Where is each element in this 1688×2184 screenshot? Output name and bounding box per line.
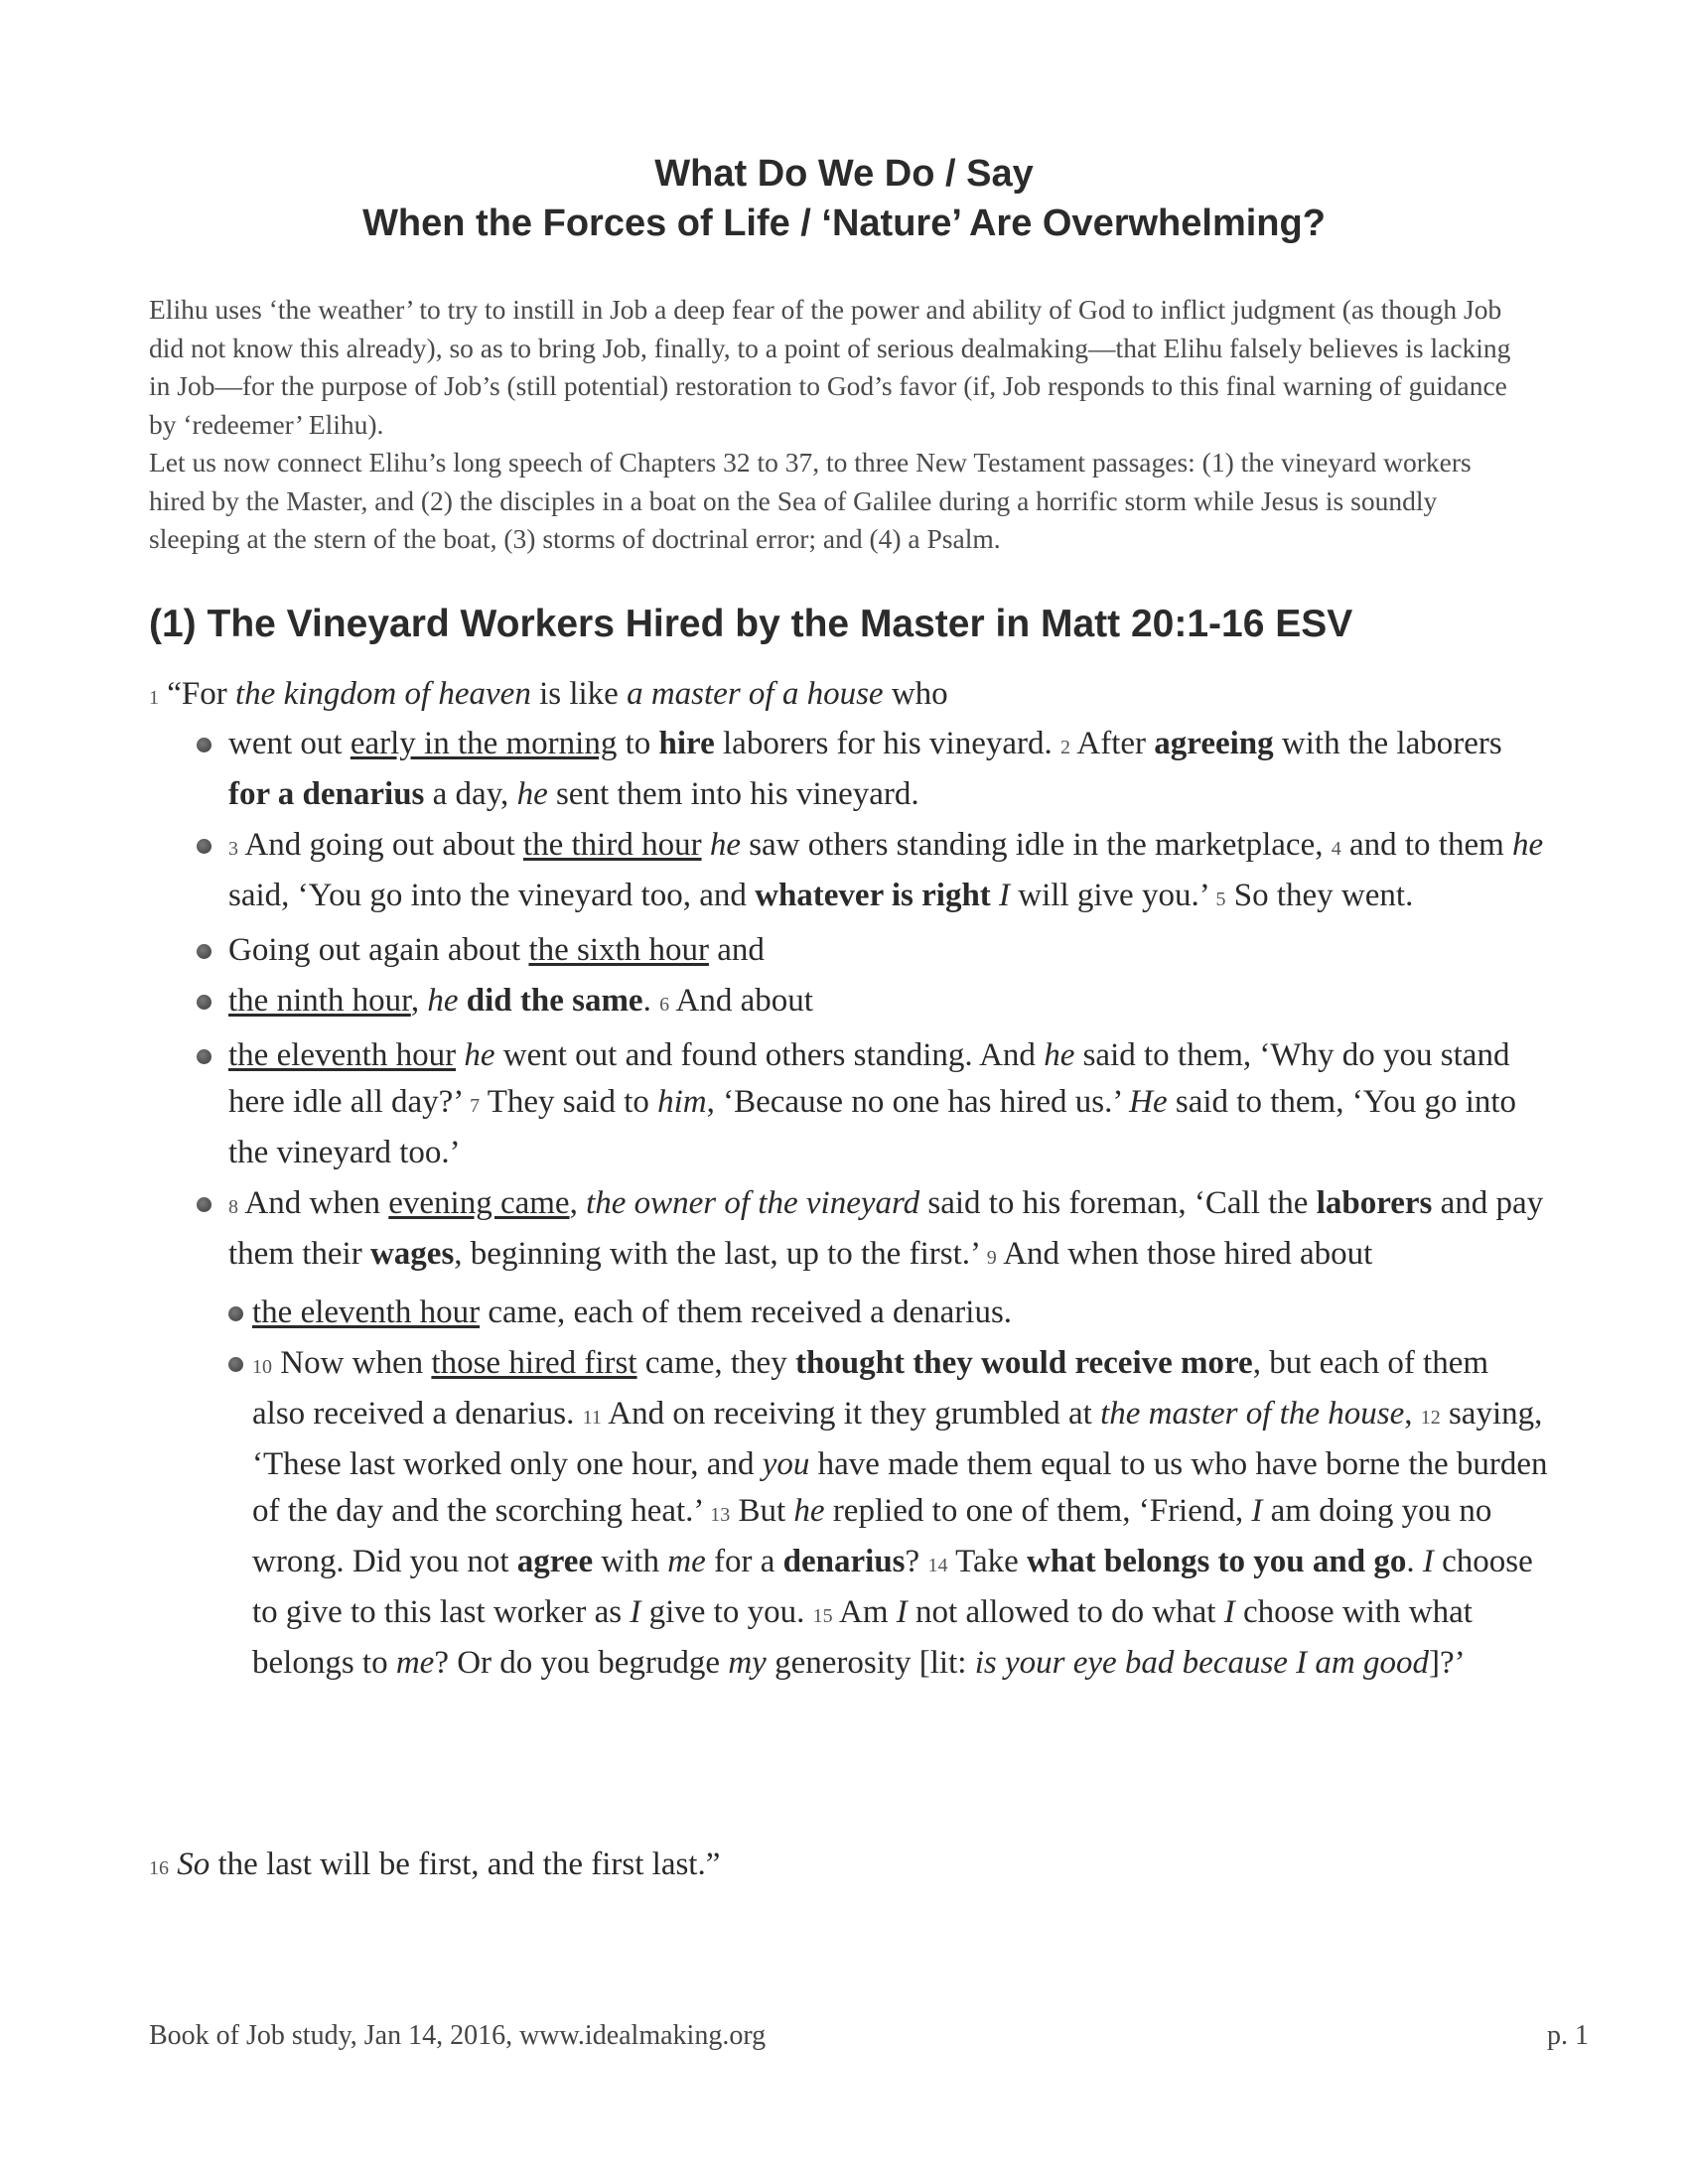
text: sent them into his vineyard. [547, 776, 919, 812]
italic-text: he [793, 1493, 825, 1529]
title-line-2: When the Forces of Life / ‘Nature’ Are Overwhelming? [362, 203, 1326, 244]
verse-number: 10 [252, 1356, 272, 1378]
text [702, 827, 710, 863]
text: generosity [lit: [766, 1645, 975, 1681]
text: Take [947, 1544, 1027, 1579]
text: said to them, ‘Why do you stand here idle all day?’ [228, 1037, 1510, 1120]
verse-number: 11 [582, 1407, 602, 1429]
verse-number: 1 [149, 687, 159, 709]
text: , [1404, 1396, 1421, 1432]
bold-text: wages [369, 1236, 455, 1272]
text: , beginning with the last, up to the first.’ [454, 1236, 987, 1272]
page-number: p. 1 [1547, 2020, 1589, 2051]
text: So they went. [1225, 878, 1414, 913]
list-item [228, 822, 1549, 923]
bullet-icon [197, 1197, 211, 1212]
bold-text: hire [658, 726, 715, 761]
text: a day, [424, 776, 517, 812]
text: to [617, 726, 659, 761]
bullet-icon [197, 1049, 211, 1064]
verse-number: 16 [149, 1857, 169, 1879]
text: and pay them their [228, 1185, 1544, 1272]
list-item [228, 1032, 1549, 1176]
underlined-text: evening came [388, 1185, 570, 1221]
text: , [410, 983, 428, 1019]
bullet-icon [197, 944, 211, 959]
verse-number: 15 [812, 1605, 833, 1627]
verse-number: 9 [986, 1247, 997, 1269]
italic-text: I [630, 1594, 641, 1630]
list-item [228, 927, 1549, 974]
text [458, 983, 466, 1019]
italic-text: the master of the house [1100, 1396, 1405, 1432]
text: with the laborers [1273, 726, 1502, 761]
text: have made them equal to us who have borne the burden of the day and the scorching heat.’ [252, 1446, 1548, 1529]
text: laborers for his vineyard. [714, 726, 1060, 761]
italic-text: the owner of the vineyard [586, 1185, 920, 1221]
list-item [228, 1180, 1549, 1687]
italic-text: he [516, 776, 548, 812]
text: replied to one of them, ‘Friend, [824, 1493, 1252, 1529]
text: said to his foreman, ‘Call the [919, 1185, 1317, 1221]
verse-number: 2 [1059, 737, 1070, 758]
italic-text: So [177, 1846, 211, 1882]
italic-text: him [657, 1084, 707, 1120]
text: give to you. [640, 1594, 813, 1630]
verse-number: 6 [659, 994, 670, 1016]
sub-list [252, 1290, 1549, 1687]
text: ? [905, 1544, 928, 1579]
italic-text: I [1251, 1493, 1263, 1529]
bullet-icon [197, 738, 211, 752]
text: choose with what belongs to [252, 1594, 1473, 1681]
intro-paragraph-2: Let us now connect Elihu’s long speech of Chapters 32 to 37, to three New Testament passages: (1) the vineyard workers hired by the Master, and (2) the disciples in a boat on the Sea of Galilee during a horrific storm while Jesus is soundly sleeping at the stern of the boat, (3) storms of doctrinal error; and (4) a Psalm. [149, 447, 1472, 554]
italic-text: I [1223, 1594, 1235, 1630]
text: And on receiving it they grumbled at [601, 1396, 1101, 1432]
text: said to them, ‘You go into the vineyard too.’ [228, 1084, 1517, 1170]
text: saw others standing idle in the marketplace, [740, 827, 1332, 863]
bold-text: did the same [466, 983, 643, 1019]
text: They said to [480, 1084, 658, 1120]
bold-text: agreeing [1154, 726, 1274, 761]
italic-text: is your eye bad because I am good [974, 1645, 1429, 1681]
italic-text: my [728, 1645, 767, 1681]
bold-text: what belongs to you and go [1027, 1544, 1407, 1579]
text: And going out about [238, 827, 523, 863]
verse-number: 3 [228, 838, 238, 860]
verse-text-italic: a master of a house [627, 676, 884, 712]
text: . [1406, 1544, 1423, 1579]
section-heading: (1) The Vineyard Workers Hired by the Master in Matt 20:1-16 ESV [149, 603, 1353, 645]
verse-number: 5 [1215, 888, 1226, 910]
bold-text: for a denarius [228, 776, 425, 812]
bullet-icon [197, 995, 211, 1010]
italic-text: you [762, 1446, 810, 1482]
italic-text: he [709, 827, 741, 863]
text: And about [669, 983, 813, 1019]
bullet-icon [228, 1306, 243, 1321]
text: and [708, 932, 765, 968]
underlined-text: early in the morning [350, 726, 618, 761]
text: and to them [1340, 827, 1513, 863]
footer-text: Book of Job study, Jan 14, 2016, www.idealmaking.org [149, 2020, 767, 2051]
underlined-text: the eleventh hour [252, 1295, 481, 1330]
title-line-1: What Do We Do / Say [654, 153, 1034, 195]
intro-text [149, 291, 1534, 559]
verse-text-italic: the kingdom of heaven [235, 676, 531, 712]
bullet-icon [197, 839, 211, 854]
bold-text: agree [516, 1544, 594, 1579]
sub-list-item [252, 1290, 1549, 1336]
italic-text: he [1044, 1037, 1075, 1073]
bullet-list [228, 721, 1549, 1691]
text: the last will be first, and the first last.” [210, 1846, 721, 1882]
italic-text: I [999, 878, 1011, 913]
bold-text: denarius [782, 1544, 906, 1579]
verse-number: 4 [1331, 838, 1341, 860]
text: After [1069, 726, 1155, 761]
italic-text: me [667, 1544, 706, 1579]
text: Now when [272, 1345, 432, 1381]
text: , but each of them also received a denarius. [252, 1345, 1489, 1432]
underlined-text: those hired first [431, 1345, 637, 1381]
text: came, each of them received a denarius. [480, 1295, 1013, 1330]
verse-text: “For [159, 676, 235, 712]
list-item [228, 978, 1549, 1028]
text: will give you.’ [1010, 878, 1216, 913]
italic-text: I [896, 1594, 908, 1630]
text [991, 878, 999, 913]
text: not allowed to do what [907, 1594, 1224, 1630]
text: went out and found others standing. And [494, 1037, 1045, 1073]
bullet-icon [228, 1357, 243, 1372]
verse-number: 8 [228, 1196, 238, 1218]
text: ]?’ [1429, 1645, 1466, 1681]
text: But [730, 1493, 794, 1529]
italic-text: I [1422, 1544, 1434, 1579]
text: And when those hired about [996, 1236, 1373, 1272]
text: saying, ‘These last worked only one hour, and [252, 1396, 1543, 1482]
verse-16 [149, 1842, 1539, 1892]
bold-text: whatever is right [755, 878, 991, 913]
text: , ‘Because no one has hired us.’ [706, 1084, 1130, 1120]
italic-text: he [427, 983, 459, 1019]
sub-list-item [252, 1340, 1549, 1687]
text: for a [705, 1544, 783, 1579]
italic-text: He [1129, 1084, 1168, 1120]
page-title [149, 149, 1539, 248]
text: , [569, 1185, 587, 1221]
text: ? Or do you begrudge [434, 1645, 729, 1681]
text: Going out again about [228, 932, 529, 968]
underlined-text: the ninth hour [228, 983, 411, 1019]
verse-number: 13 [710, 1504, 731, 1526]
text: And when [238, 1185, 389, 1221]
verse-number: 14 [927, 1555, 948, 1576]
underlined-text: the third hour [522, 827, 702, 863]
bold-text: thought they would receive more [794, 1345, 1253, 1381]
text: . [642, 983, 660, 1019]
text [169, 1846, 177, 1882]
text: went out [228, 726, 351, 761]
italic-text: me [395, 1645, 435, 1681]
verse-text: who [883, 676, 948, 712]
verse-number: 12 [1420, 1407, 1441, 1429]
verse-1 [149, 671, 1539, 722]
underlined-text: the sixth hour [528, 932, 709, 968]
list-item [228, 721, 1549, 818]
bold-text: laborers [1316, 1185, 1433, 1221]
text: with [593, 1544, 668, 1579]
text: am doing you no wrong. Did you not [252, 1493, 1492, 1579]
text: Am [832, 1594, 897, 1630]
text: choose to give to this last worker as [252, 1544, 1533, 1630]
verse-number: 7 [470, 1095, 481, 1117]
underlined-text: the eleventh hour [228, 1037, 457, 1073]
italic-text: he [1512, 827, 1544, 863]
verse-text: is like [530, 676, 628, 712]
italic-text: he [464, 1037, 495, 1073]
text: came, they [636, 1345, 795, 1381]
intro-paragraph-1: Elihu uses ‘the weather’ to try to instill in Job a deep fear of the power and ability of God to inflict judgment (as though Job did not know this already), so as to bring Job, finally, to a point of serious dealmaking—that Elihu falsely believes is lacking in Job—for the purpose of Job’s (still potential) restoration to God’s favor (if, Job responds to this final warning of guidance by ‘redeemer’ Elihu). [149, 294, 1511, 440]
text: said, ‘You go into the vineyard too, and [228, 878, 756, 913]
